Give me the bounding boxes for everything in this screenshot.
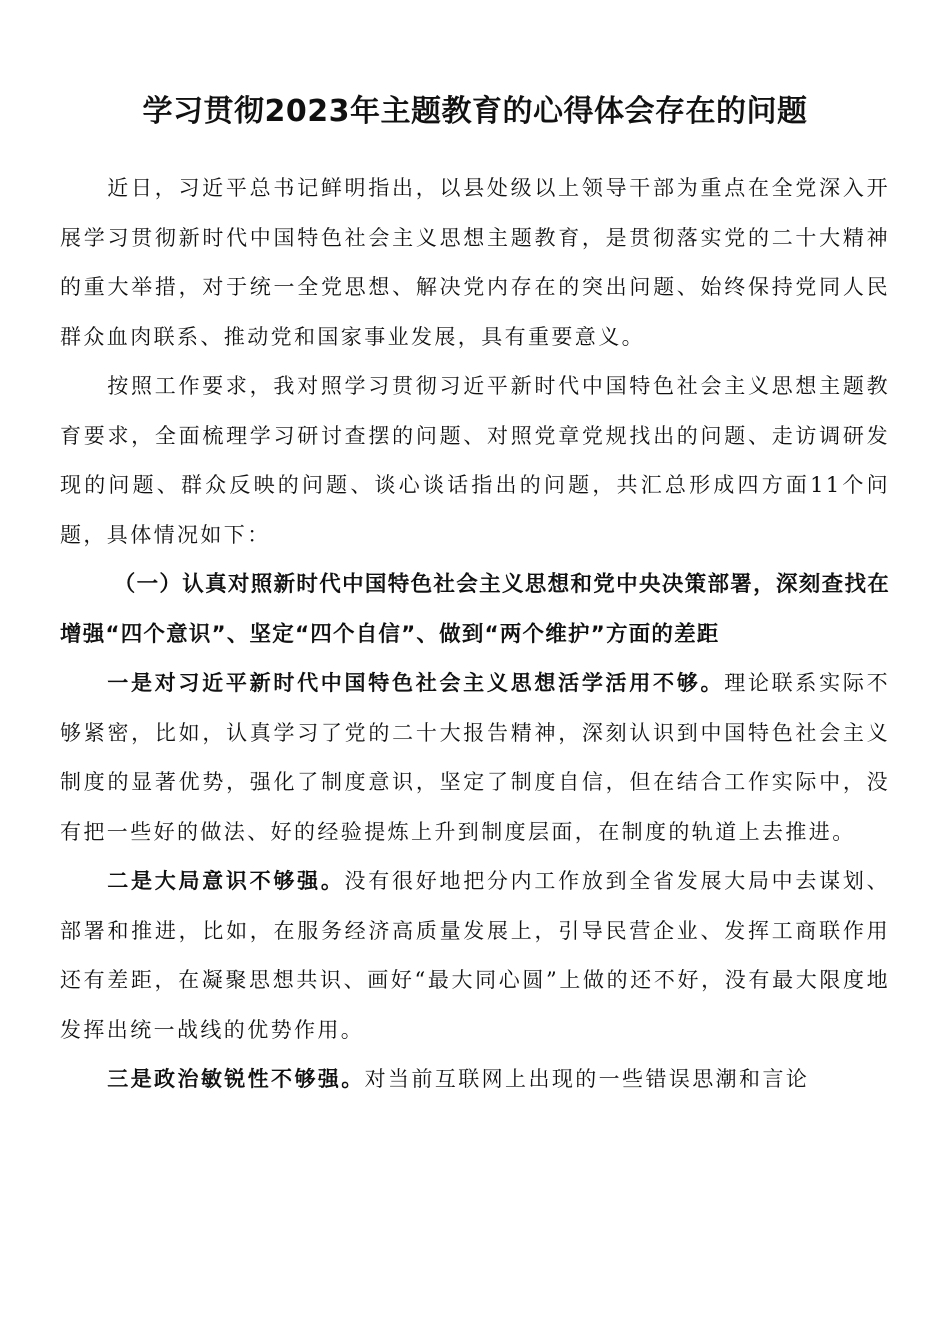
problem-item-1-lead: 一是对习近平新时代中国特色社会主义思想活学活用不够。 — [107, 671, 725, 695]
intro-paragraph: 近日，习近平总书记鲜明指出，以县处级以上领导干部为重点在全党深入开展学习贯彻新时代中国特色社会主义思想主题教育，是贯彻落实党的二十大精神的重大举措，对于统一全党思想、解决党内存在的突出问题、始终保持党同人民群众血肉联系、推动党和国家事业发展，具有重要意义。 — [60, 176, 890, 349]
problem-item-3-body: 对当前互联网上出现的一些错误思潮和言论 — [364, 1067, 810, 1091]
problem-item-3 — [60, 1055, 890, 1105]
problem-item-3-lead: 三是政治敏锐性不够强。 — [107, 1067, 365, 1091]
document-title: 学习贯彻2023年主题教育的心得体会存在的问题 — [142, 94, 808, 129]
problem-item-1 — [60, 659, 890, 857]
requirements-paragraph: 按照工作要求，我对照学习贯彻习近平新时代中国特色社会主义思想主题教育要求，全面梳理学习研讨查摆的问题、对照党章党规找出的问题、走访调研发现的问题、群众反映的问题、谈心谈话指出的问题，共汇总形成四方面11个问题，具体情况如下： — [60, 374, 890, 547]
problem-item-2-lead: 二是大局意识不够强。 — [107, 869, 345, 893]
problem-item-2 — [60, 857, 890, 1055]
problem-item-1-body: 理论联系实际不够紧密，比如，认真学习了党的二十大报告精神，深刻认识到中国特色社会主义制度的显著优势，强化了制度意识，坚定了制度自信，但在结合工作实际中，没有把一些好的做法、好的经验提炼上升到制度层面，在制度的轨道上去推进。 — [60, 671, 890, 844]
section-heading: （一）认真对照新时代中国特色社会主义思想和党中央决策部署，深刻查找在增强“四个意识”、坚定“四个自信”、做到“两个维护”方面的差距 — [60, 572, 890, 647]
problem-item-2-body: 没有很好地把分内工作放到全省发展大局中去谋划、部署和推进，比如，在服务经济高质量发展上，引导民营企业、发挥工商联作用还有差距，在凝聚思想共识、画好“最大同心圆”上做的还不好，没有最大限度地发挥出统一战线的优势作用。 — [60, 869, 890, 1042]
